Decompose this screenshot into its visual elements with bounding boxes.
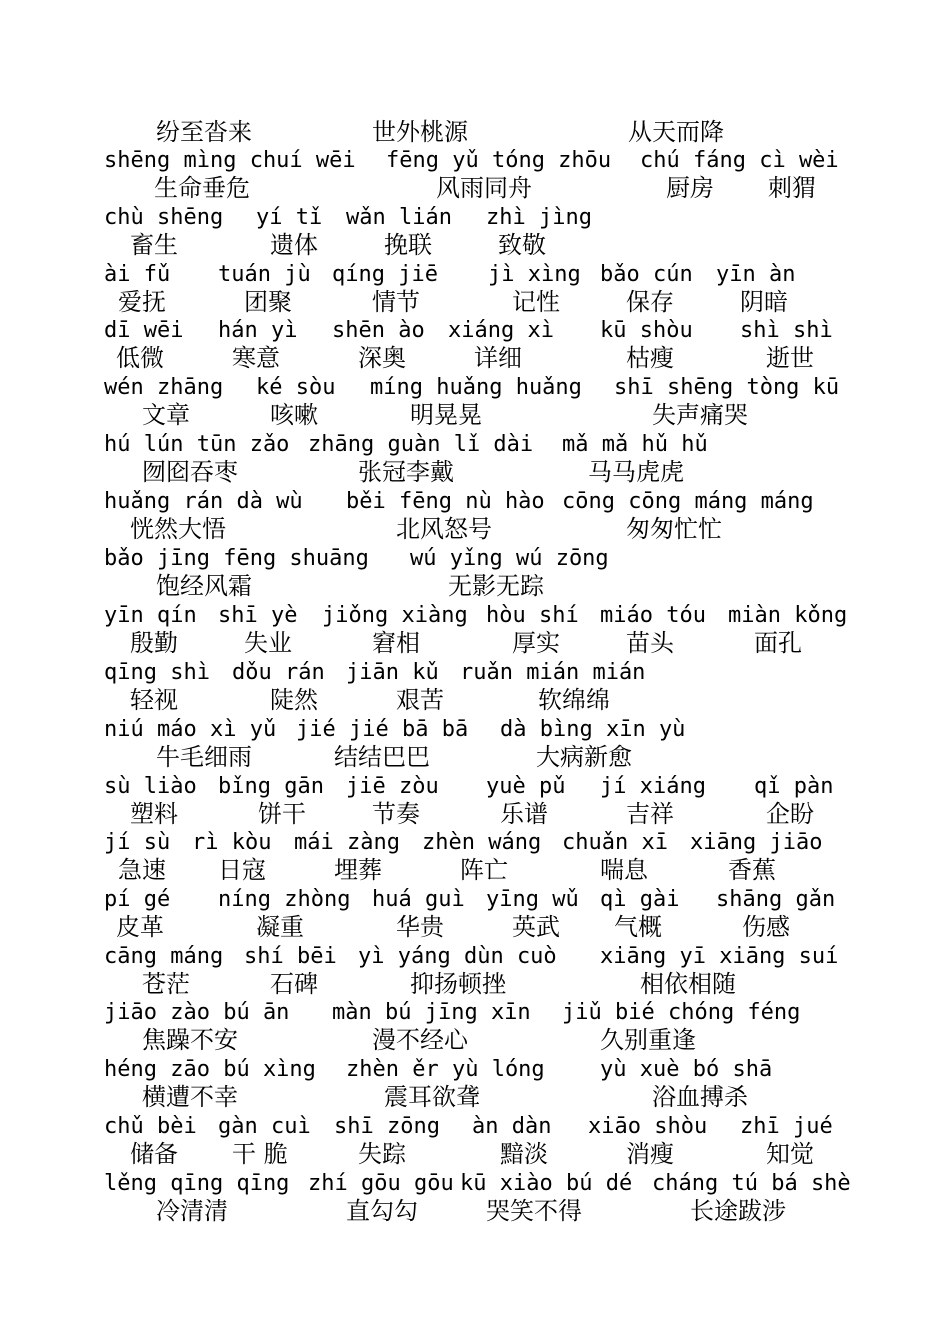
pinyin-term: àn dàn <box>472 1114 552 1139</box>
chinese-term: 详细 <box>474 344 522 372</box>
chinese-term: 相依相随 <box>640 970 736 998</box>
chinese-term: 哭笑不得 <box>486 1197 582 1225</box>
pinyin-term: bǎo cún <box>600 262 693 287</box>
chinese-term: 失业 <box>244 629 292 657</box>
chinese-term: 无影无踪 <box>448 572 544 600</box>
pinyin-term: zhì jìng <box>486 205 592 230</box>
chinese-term: 纷至沓来 <box>156 118 252 146</box>
pinyin-term: niú máo xì yǔ <box>104 717 277 742</box>
pinyin-term: shī shēng tòng kū <box>614 375 840 400</box>
chinese-term: 马马虎虎 <box>588 458 684 486</box>
pinyin-term: ài fǔ <box>104 262 171 287</box>
chinese-term: 节奏 <box>372 800 420 828</box>
pinyin-term: kū shòu <box>600 318 693 343</box>
pinyin-term: yīn àn <box>716 262 796 287</box>
pinyin-term: bǐng gān <box>218 774 324 799</box>
chinese-term: 皮革 <box>116 913 164 941</box>
pinyin-term: yīn qín <box>104 603 197 628</box>
pinyin-term: wú yǐng wú zōng <box>410 546 609 571</box>
pinyin-term: ké sòu <box>256 375 336 400</box>
chinese-term: 抑扬顿挫 <box>410 970 506 998</box>
chinese-term: 遗体 <box>270 231 318 259</box>
chinese-term: 乐谱 <box>500 800 548 828</box>
chinese-term: 挽联 <box>384 231 432 259</box>
pinyin-term: dǒu rán <box>232 660 325 685</box>
chinese-term: 横遭不幸 <box>142 1083 238 1111</box>
pinyin-term: jí sù <box>104 830 171 855</box>
pinyin-term: yí tǐ <box>256 205 323 230</box>
pinyin-term: chù shēng <box>104 205 224 230</box>
pinyin-term: zhí gōu gōu <box>308 1171 454 1196</box>
chinese-term: 结结巴巴 <box>334 743 430 771</box>
pinyin-term: shēn ào <box>332 318 425 343</box>
pinyin-term: miàn kǒng <box>728 603 848 628</box>
chinese-term: 塑料 <box>130 800 178 828</box>
pinyin-term: màn bú jīng xīn <box>332 1000 531 1025</box>
chinese-term: 记性 <box>512 288 560 316</box>
pinyin-term: fēng yǔ tóng zhōu <box>386 148 612 173</box>
pinyin-term: zhāng guàn lǐ dài <box>308 432 534 457</box>
pinyin-term: tuán jù <box>218 262 311 287</box>
chinese-term: 恍然大悟 <box>130 515 226 543</box>
chinese-term: 日寇 <box>218 856 266 884</box>
pinyin-term: qíng jiē <box>332 262 438 287</box>
chinese-term: 团聚 <box>244 288 292 316</box>
pinyin-term: chuǎn xī <box>562 830 668 855</box>
chinese-term: 深奥 <box>358 344 406 372</box>
chinese-term: 储备 <box>130 1140 178 1168</box>
chinese-term: 软绵绵 <box>538 686 610 714</box>
pinyin-term: jié jié bā bā <box>296 717 469 742</box>
pinyin-term: hòu shí <box>486 603 579 628</box>
pinyin-term: jiāo zào bú ān <box>104 1000 290 1025</box>
chinese-term: 长途跋涉 <box>690 1197 786 1225</box>
pinyin-term: hú lún tūn zǎo <box>104 432 290 457</box>
pinyin-term: ruǎn mián mián <box>460 660 646 685</box>
pinyin-term: xiāng yī xiāng suí <box>600 944 839 969</box>
chinese-term: 急速 <box>118 856 166 884</box>
chinese-term: 生命垂危 <box>154 174 250 202</box>
chinese-term: 伤感 <box>742 913 790 941</box>
pinyin-term: mǎ mǎ hǔ hǔ <box>562 432 708 457</box>
pinyin-term: jiǔ bié chóng féng <box>562 1000 801 1025</box>
chinese-term: 失声痛哭 <box>652 401 748 429</box>
pinyin-term: qì gài <box>600 887 680 912</box>
chinese-term: 畜生 <box>130 231 178 259</box>
chinese-term: 知觉 <box>766 1140 814 1168</box>
chinese-term: 北风怒号 <box>396 515 492 543</box>
pinyin-term: héng zāo bú xìng <box>104 1057 316 1082</box>
pinyin-term: qǐ pàn <box>754 774 834 799</box>
chinese-term: 香蕉 <box>728 856 776 884</box>
chinese-term: 漫不经心 <box>372 1026 468 1054</box>
chinese-term: 饱经风霜 <box>156 572 252 600</box>
pinyin-term: cōng cōng máng máng <box>562 489 814 514</box>
chinese-term: 英武 <box>512 913 560 941</box>
pinyin-term: chú fáng cì wèi <box>640 148 839 173</box>
chinese-term: 从天而降 <box>628 118 724 146</box>
chinese-term: 明晃晃 <box>410 401 482 429</box>
pinyin-term: xiáng xì <box>448 318 554 343</box>
chinese-term: 苍茫 <box>142 970 190 998</box>
pinyin-term: qīng shì <box>104 660 210 685</box>
chinese-term: 直勾勾 <box>346 1197 418 1225</box>
chinese-term: 爱抚 <box>118 288 166 316</box>
pinyin-term: zhī jué <box>740 1114 833 1139</box>
chinese-term: 刺猬 <box>768 174 816 202</box>
pinyin-term: jì xìng <box>488 262 581 287</box>
chinese-term: 吉祥 <box>626 800 674 828</box>
chinese-term: 华贵 <box>396 913 444 941</box>
pinyin-term: shī zōng <box>334 1114 440 1139</box>
chinese-term: 厚实 <box>512 629 560 657</box>
pinyin-term: cāng máng <box>104 944 224 969</box>
pinyin-term: yīng wǔ <box>486 887 579 912</box>
chinese-term: 艰苦 <box>396 686 444 714</box>
pinyin-term: jiē zòu <box>346 774 439 799</box>
chinese-term: 匆匆忙忙 <box>626 515 722 543</box>
chinese-term: 低微 <box>116 344 164 372</box>
pinyin-term: zhèn ěr yù lóng <box>346 1057 545 1082</box>
chinese-term: 文章 <box>142 401 190 429</box>
chinese-term: 企盼 <box>766 800 814 828</box>
pinyin-term: níng zhòng <box>218 887 351 912</box>
pinyin-term: yuè pǔ <box>486 774 566 799</box>
chinese-term: 饼干 <box>258 800 306 828</box>
chinese-term: 失踪 <box>358 1140 406 1168</box>
chinese-term: 冷清清 <box>156 1197 228 1225</box>
chinese-term: 黯淡 <box>500 1140 548 1168</box>
chinese-term: 囫囵吞枣 <box>142 458 238 486</box>
pinyin-term: shí bēi <box>244 944 337 969</box>
chinese-term: 风雨同舟 <box>436 174 532 202</box>
chinese-term: 消瘦 <box>626 1140 674 1168</box>
chinese-term: 陡然 <box>270 686 318 714</box>
pinyin-term: gàn cuì <box>218 1114 311 1139</box>
pinyin-term: zhèn wáng <box>422 830 542 855</box>
pinyin-term: jiān kǔ <box>346 660 439 685</box>
pinyin-term: sù liào <box>104 774 197 799</box>
pinyin-term: rì kòu <box>192 830 272 855</box>
pinyin-term: xiāo shòu <box>588 1114 708 1139</box>
pinyin-term: yù xuè bó shā <box>600 1057 773 1082</box>
chinese-term: 阴暗 <box>740 288 788 316</box>
pinyin-term: huǎng rán dà wù <box>104 489 303 514</box>
chinese-term: 致敬 <box>498 231 546 259</box>
chinese-term: 石碑 <box>270 970 318 998</box>
chinese-term: 久别重逢 <box>600 1026 696 1054</box>
pinyin-term: shāng gǎn <box>716 887 836 912</box>
chinese-term: 干 脆 <box>232 1140 288 1168</box>
chinese-term: 轻视 <box>130 686 178 714</box>
chinese-term: 焦躁不安 <box>142 1026 238 1054</box>
chinese-term: 咳嗽 <box>270 401 318 429</box>
chinese-term: 震耳欲聋 <box>384 1083 480 1111</box>
pinyin-term: míng huǎng huǎng <box>370 375 582 400</box>
pinyin-term: cháng tú bá shè <box>652 1171 851 1196</box>
chinese-term: 凝重 <box>256 913 304 941</box>
chinese-term: 面孔 <box>754 629 802 657</box>
pinyin-term: shì shì <box>740 318 833 343</box>
chinese-term: 逝世 <box>766 344 814 372</box>
chinese-term: 世外桃源 <box>372 118 468 146</box>
pinyin-term: jí xiáng <box>600 774 706 799</box>
chinese-term: 厨房 <box>666 174 714 202</box>
pinyin-term: dī wēi <box>104 318 184 343</box>
chinese-term: 寒意 <box>232 344 280 372</box>
chinese-term: 埋葬 <box>334 856 382 884</box>
chinese-term: 殷勤 <box>130 629 178 657</box>
chinese-term: 情节 <box>372 288 420 316</box>
pinyin-term: yì yáng dùn cuò <box>358 944 557 969</box>
pinyin-term: shēng mìng chuí wēi <box>104 148 356 173</box>
chinese-term: 保存 <box>626 288 674 316</box>
chinese-term: 枯瘦 <box>626 344 674 372</box>
chinese-term: 张冠李戴 <box>358 458 454 486</box>
pinyin-term: huá guì <box>372 887 465 912</box>
pinyin-term: hán yì <box>218 318 298 343</box>
pinyin-term: dà bìng xīn yù <box>500 717 686 742</box>
chinese-term: 牛毛细雨 <box>156 743 252 771</box>
pinyin-term: shī yè <box>218 603 298 628</box>
pinyin-term: wǎn lián <box>346 205 452 230</box>
pinyin-term: jiǒng xiàng <box>322 603 468 628</box>
chinese-term: 浴血搏杀 <box>652 1083 748 1111</box>
pinyin-term: lěng qīng qīng <box>104 1171 290 1196</box>
chinese-term: 大病新愈 <box>536 743 632 771</box>
pinyin-term: pí gé <box>104 887 171 912</box>
pinyin-term: běi fēng nù hào <box>346 489 545 514</box>
pinyin-term: wén zhāng <box>104 375 224 400</box>
pinyin-term: miáo tóu <box>600 603 706 628</box>
pinyin-term: mái zàng <box>294 830 400 855</box>
chinese-term: 窘相 <box>372 629 420 657</box>
chinese-term: 气概 <box>614 913 662 941</box>
chinese-term: 苗头 <box>626 629 674 657</box>
chinese-term: 喘息 <box>600 856 648 884</box>
pinyin-term: bǎo jīng fēng shuāng <box>104 546 369 571</box>
pinyin-term: chǔ bèi <box>104 1114 197 1139</box>
pinyin-term: kū xiào bú dé <box>460 1171 633 1196</box>
pinyin-term: xiāng jiāo <box>690 830 823 855</box>
chinese-term: 阵亡 <box>460 856 508 884</box>
